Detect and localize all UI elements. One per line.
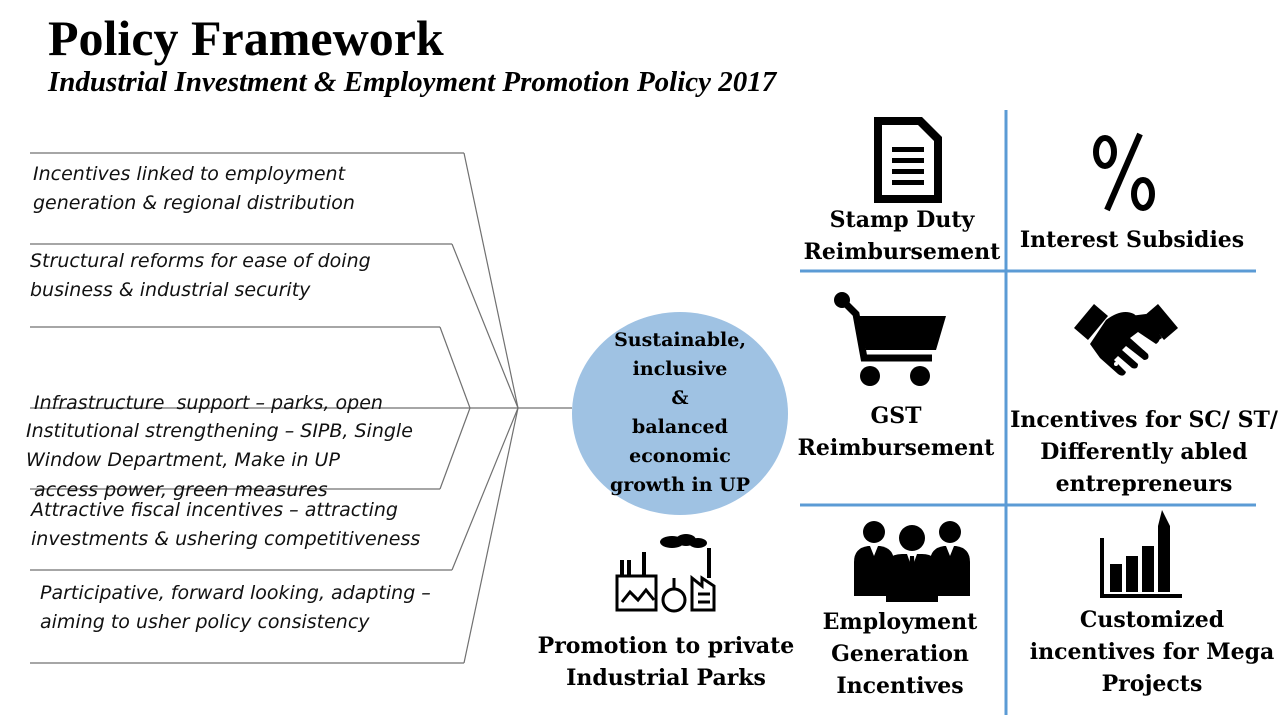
- factor-1-line1: Incentives linked to employment: [33, 163, 346, 185]
- goal-line-3: &: [671, 387, 689, 409]
- sc-st-line-3: entrepreneurs: [1055, 471, 1233, 497]
- goal-line-1: Sustainable,: [614, 329, 746, 351]
- shopping-cart-icon: [832, 292, 950, 388]
- factor-3-line1: Infrastructure support – parks, open: [34, 392, 383, 414]
- parks-label: [528, 630, 804, 694]
- factor-2: [30, 247, 430, 305]
- factor-2-line2: business & industrial security: [30, 279, 311, 301]
- percent-icon: [1090, 130, 1158, 214]
- stamp-duty-label: [800, 204, 1004, 268]
- sc-st-line-1: Incentives for SC/ ST/: [1010, 407, 1278, 433]
- parks-line-2: Industrial Parks: [566, 665, 766, 691]
- page-subtitle: Industrial Investment & Employment Promotion Policy 2017: [48, 66, 777, 98]
- factory-icon: [614, 530, 724, 616]
- gst-line-1: GST: [870, 403, 922, 429]
- factor-6-line1: Participative, forward looking, adapting –: [40, 582, 431, 604]
- stamp-duty-line-2: Reimbursement: [803, 239, 1001, 265]
- goal-line-6: growth in UP: [609, 474, 751, 496]
- sc-st-label: [1008, 404, 1280, 500]
- interest-subsidies-line-1: Interest Subsidies: [1019, 227, 1245, 253]
- bar-chart-icon: [1098, 508, 1184, 600]
- factor-1-line2: generation & regional distribution: [33, 192, 355, 214]
- branch-line-6-diag: [464, 408, 518, 663]
- mega-projects-line-3: Projects: [1101, 671, 1203, 697]
- stamp-duty-line-1: Stamp Duty: [829, 207, 975, 233]
- mega-projects-line-1: Customized: [1079, 607, 1225, 633]
- mega-projects-line-2: incentives for Mega: [1029, 639, 1275, 665]
- factor-4: [26, 417, 446, 475]
- factor-4-line1: Institutional strengthening – SIPB, Single: [26, 420, 413, 442]
- branch-line-2-diag: [452, 244, 518, 408]
- gst-line-2: Reimbursement: [797, 435, 995, 461]
- factor-5-line2: investments & ushering competitiveness: [31, 528, 421, 550]
- employment-label: [806, 606, 994, 702]
- factor-6: [40, 579, 460, 637]
- employment-line-2: Generation: [831, 641, 969, 667]
- page-title: Policy Framework: [48, 10, 444, 66]
- interest-subsidies-label: [1010, 224, 1254, 256]
- employment-line-1: Employment: [822, 609, 978, 635]
- mega-projects-label: [1022, 604, 1280, 700]
- people-icon: [852, 516, 972, 602]
- factor-6-line2: aiming to usher policy consistency: [40, 611, 370, 633]
- factor-4-line2: Window Department, Make in UP: [26, 449, 340, 471]
- handshake-icon: [1072, 298, 1180, 386]
- goal-line-4: balanced: [632, 416, 728, 438]
- goal-text: [590, 326, 770, 500]
- parks-line-1: Promotion to private: [537, 633, 795, 659]
- factor-5: [31, 496, 451, 554]
- factor-5-line1: Attractive fiscal incentives – attracting: [31, 499, 398, 521]
- sc-st-line-2: Differently abled: [1040, 439, 1248, 465]
- goal-line-2: inclusive: [632, 358, 728, 380]
- factor-3-line2: access power, green measures: [34, 479, 328, 501]
- factor-1: [33, 160, 449, 218]
- goal-line-5: economic: [629, 445, 731, 467]
- factor-2-line1: Structural reforms for ease of doing: [30, 250, 371, 272]
- branch-line-3-diag: [440, 327, 470, 408]
- gst-label: [796, 400, 996, 464]
- branch-line-1-diag: [464, 153, 518, 408]
- document-icon: [872, 115, 944, 205]
- branch-line-5-diag: [452, 408, 518, 570]
- employment-line-3: Incentives: [836, 673, 964, 699]
